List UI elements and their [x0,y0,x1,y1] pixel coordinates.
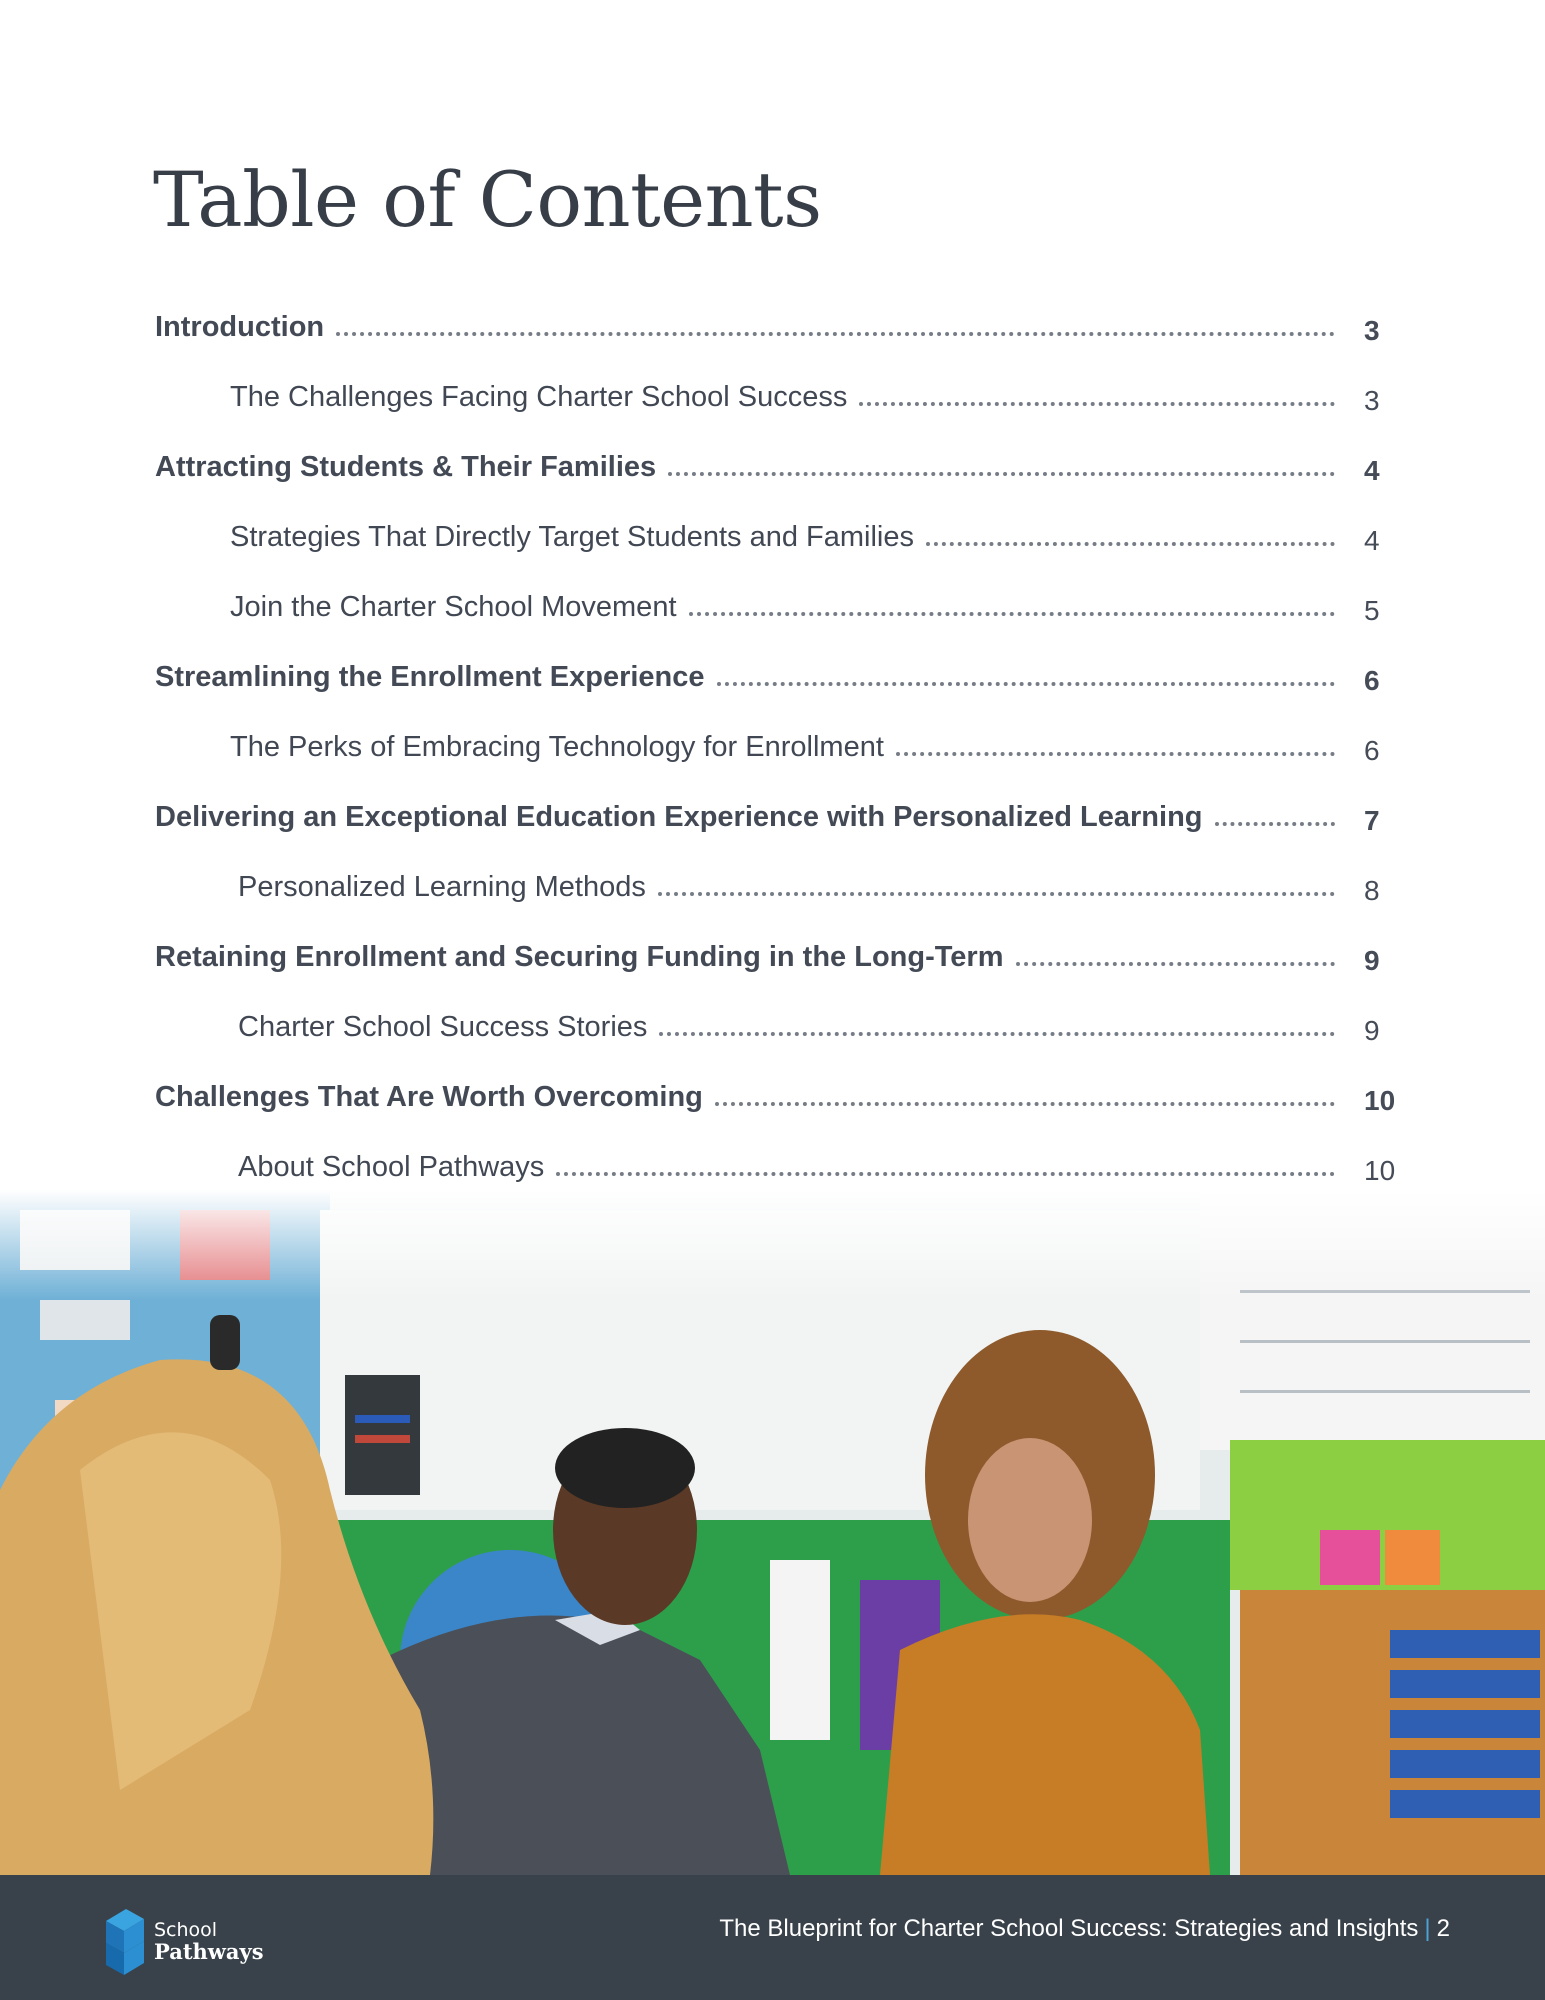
toc-entry-page-number: 7 [1364,805,1380,836]
toc-entry[interactable] [238,865,1335,905]
logo-text-school: School [154,1919,218,1941]
photo-top-fade [0,1190,1545,1300]
toc-entry-title: Attracting Students & Their Families [155,451,657,483]
toc-leader-dots [668,472,1335,476]
logo-text-pathways: Pathways [154,1939,264,1964]
toc-entry[interactable] [155,445,1335,485]
toc-entry-title: Personalized Learning Methods [238,871,646,903]
toc-entry-page-number: 6 [1364,665,1380,696]
toc-entry[interactable] [155,305,1335,345]
toc-entry-page-number: 4 [1364,525,1380,556]
toc-entry-page-number: 9 [1364,945,1380,976]
toc-entry[interactable] [155,655,1335,695]
toc-entry-page-number: 5 [1364,595,1380,626]
toc-entry-title: Retaining Enrollment and Securing Funding in the Long-Term [155,941,1004,973]
toc-entry-title: About School Pathways [238,1151,545,1183]
toc-entry[interactable] [238,1005,1335,1045]
toc-leader-dots [556,1172,1335,1176]
toc-entry[interactable] [155,935,1335,975]
toc-entry-title: Delivering an Exceptional Education Experience with Personalized Learning [155,801,1203,833]
toc-entry[interactable] [238,1145,1335,1185]
document-title: The Blueprint for Charter School Success: Strategies and Insights [719,1915,1419,1942]
footer-caption [719,1915,1450,1943]
toc-leader-dots [658,892,1335,896]
toc-entry[interactable] [155,1075,1335,1115]
toc-leader-dots [717,682,1335,686]
toc-entry-title: Streamlining the Enrollment Experience [155,661,705,693]
toc-entry-page-number: 3 [1364,315,1380,346]
page-number: 2 [1436,1915,1450,1942]
logo-mark-icon [100,1905,150,1980]
toc-leader-dots [336,332,1335,336]
footer-separator: | [1424,1915,1431,1942]
toc-leader-dots [926,542,1335,546]
toc-entry-title: Strategies That Directly Target Students and Families [230,521,914,553]
toc-entry-title: Charter School Success Stories [238,1011,648,1043]
classroom-meeting-photo [0,1190,1545,1875]
toc-entry-page-number: 9 [1364,1015,1380,1046]
toc-entry[interactable] [155,795,1335,835]
toc-entry[interactable] [230,725,1335,765]
toc-leader-dots [896,752,1335,756]
toc-entry-title: The Perks of Embracing Technology for Enrollment [230,731,884,763]
toc-entry-page-number: 4 [1364,455,1380,486]
toc-leader-dots [715,1102,1335,1106]
school-pathways-logo [100,1905,264,1985]
toc-entry[interactable] [230,515,1335,555]
toc-entry-page-number: 6 [1364,735,1380,766]
toc-entry-title: Challenges That Are Worth Overcoming [155,1081,703,1113]
toc-entry-page-number: 10 [1364,1085,1396,1116]
toc-entry-page-number: 10 [1364,1155,1396,1186]
toc-entry-page-number: 3 [1364,385,1380,416]
page-title: Table of Contents [153,155,822,244]
toc-entry-page-number: 8 [1364,875,1380,906]
toc-leader-dots [689,612,1336,616]
toc-leader-dots [1215,822,1336,826]
toc-leader-dots [1016,962,1335,966]
toc-entry-title: Introduction [155,311,325,343]
toc-entry-title: Join the Charter School Movement [230,591,677,623]
toc-leader-dots [659,1032,1335,1036]
toc-entry[interactable] [230,585,1335,625]
toc-leader-dots [859,402,1335,406]
toc-entry-title: The Challenges Facing Charter School Success [230,381,848,413]
toc-entry[interactable] [230,375,1335,415]
footer [0,1875,1545,2000]
